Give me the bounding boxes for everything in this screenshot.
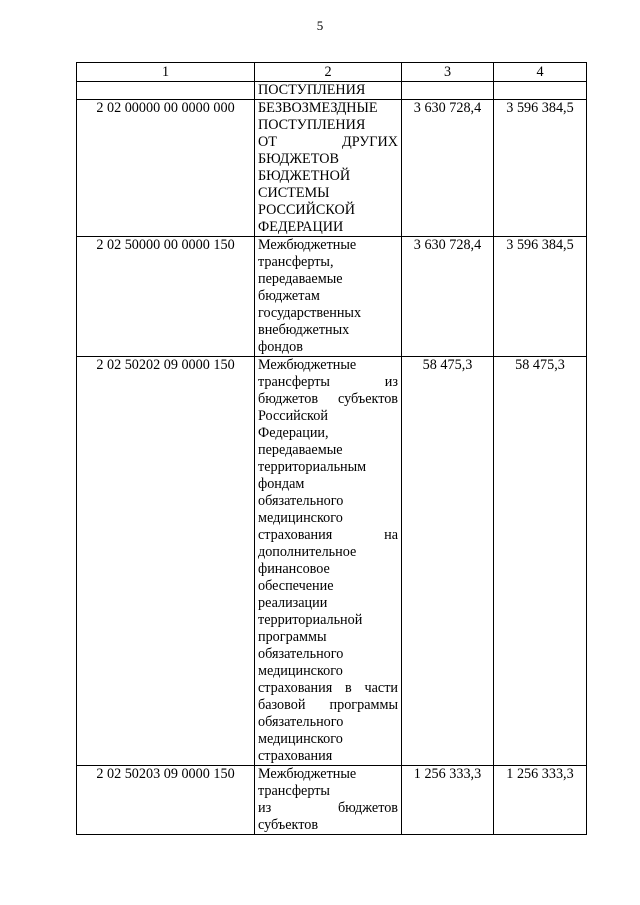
row-description-line: Межбюджетные [258,237,357,253]
row-description-line: финансовое [258,561,330,577]
row-description [255,766,402,835]
row-description-line: территориальной [258,612,363,628]
row-description-line: медицинского [258,663,343,679]
section-code-cell [77,82,255,100]
row-description-line: БЮДЖЕТОВ [258,151,339,167]
row-description-line: передаваемые [258,442,343,458]
row-description [255,237,402,357]
row-description [255,357,402,766]
row-code: 2 02 00000 00 0000 000 [77,100,255,237]
row-value-column-3: 58 475,3 [402,357,494,766]
column-number-row [77,63,587,82]
row-description-line: обязательного [258,714,344,730]
row-description-line: Межбюджетные [258,357,357,373]
row-description-line: трансферты, [258,254,334,270]
section-value-3-cell [402,82,494,100]
row-description-line: субъектов [258,817,319,833]
row-description-line: ОТ ДРУГИХ [258,134,398,150]
table-row [77,100,587,237]
budget-table [76,62,587,835]
row-description-line: страхования на [258,527,398,543]
row-description-line: дополнительное [258,544,357,560]
section-title: ПОСТУПЛЕНИЯ [255,82,402,100]
row-description-line: Федерации, [258,425,329,441]
row-description-line: трансферты [258,783,330,799]
page-number: 5 [316,18,324,33]
row-description-line: Российской [258,408,328,424]
row-description-line: из бюджетов [258,800,398,816]
row-description-line: ПОСТУПЛЕНИЯ [258,117,366,133]
row-description-line: фондов [258,339,303,355]
row-description-line: страхования в части [258,680,398,696]
table-row [77,237,587,357]
row-description-line: программы [258,629,327,645]
row-description-line: ФЕДЕРАЦИИ [258,219,344,235]
row-description-line: БЕЗВОЗМЕЗДНЫЕ [258,100,378,116]
row-code: 2 02 50203 09 0000 150 [77,766,255,835]
row-value-column-4: 58 475,3 [494,357,587,766]
table-row [77,357,587,766]
section-value-4-cell [494,82,587,100]
row-description-line: бюджетов субъектов [258,391,398,407]
row-value-column-4: 1 256 333,3 [494,766,587,835]
row-description-line: обязательного [258,493,344,509]
row-description-line: бюджетам [258,288,320,304]
row-description-line: трансферты из [258,374,398,390]
row-value-column-3: 3 630 728,4 [402,237,494,357]
row-value-column-4: 3 596 384,5 [494,100,587,237]
row-value-column-4: 3 596 384,5 [494,237,587,357]
row-value-column-3: 3 630 728,4 [402,100,494,237]
row-description-line: обеспечение [258,578,334,594]
column-header-3: 3 [402,63,494,82]
row-description-line: РОССИЙСКОЙ [258,202,355,218]
row-description-line: реализации [258,595,328,611]
row-description-line: медицинского [258,731,343,747]
row-description-line: территориальным [258,459,367,475]
row-description-line: страхования [258,748,333,764]
row-description-line: фондам [258,476,305,492]
row-description-line: медицинского [258,510,343,526]
section-row [77,82,587,100]
column-header-4: 4 [494,63,587,82]
column-header-2: 2 [255,63,402,82]
row-description-line: СИСТЕМЫ [258,185,330,201]
column-header-1: 1 [77,63,255,82]
row-description-line: передаваемые [258,271,343,287]
row-description-line: базовой программы [258,697,398,713]
row-code: 2 02 50000 00 0000 150 [77,237,255,357]
row-code: 2 02 50202 09 0000 150 [77,357,255,766]
row-description [255,100,402,237]
table-row [77,766,587,835]
row-description-line: обязательного [258,646,344,662]
row-description-line: внебюджетных [258,322,350,338]
row-value-column-3: 1 256 333,3 [402,766,494,835]
row-description-line: БЮДЖЕТНОЙ [258,168,351,184]
row-description-line: Межбюджетные [258,766,357,782]
row-description-line: государственных [258,305,362,321]
